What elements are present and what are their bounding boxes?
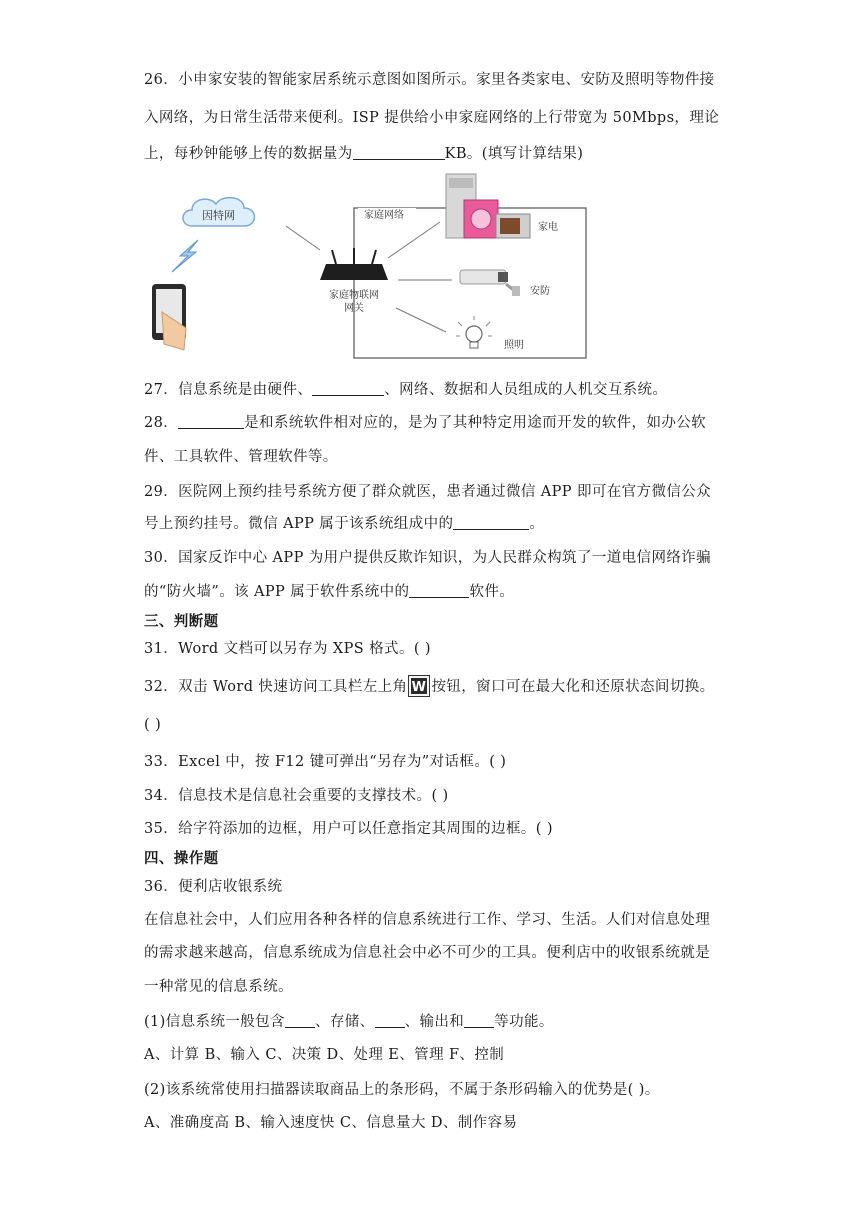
appliance-icon (446, 174, 530, 238)
security-label: 安防 (530, 286, 550, 297)
gateway-label-1: 家庭物联网 (329, 290, 379, 301)
lightning-icon (172, 240, 198, 272)
word-icon (408, 675, 430, 697)
q32-pre: 32．双击 Word 快速访问工具栏左上角 (144, 679, 408, 695)
q30-line2 (144, 580, 514, 601)
q36-para-line3: 一种常见的信息系统。 (144, 979, 293, 995)
q26-line3 (144, 142, 583, 163)
q30-post: 软件。 (469, 584, 515, 600)
q36-title: 36．便利店收银系统 (144, 879, 283, 895)
q34: 34．信息技术是信息社会重要的支撑技术。( ) (144, 788, 449, 804)
section-title-operation: 四、操作题 (144, 850, 219, 867)
q27-post: 、网络、数据和人员组成的人机交互系统。 (384, 382, 668, 398)
q36-options2: A、准确度高 B、输入速度快 C、信息量大 D、制作容易 (144, 1115, 518, 1131)
q36-sub1-c: 、输出和 (404, 1014, 465, 1030)
q32-post: 按钮，窗口可在最大化和还原状态间切换。 (431, 679, 715, 695)
q36-sub1-a: (1)信息系统一般包含 (144, 1014, 285, 1030)
q36-para-line1: 在信息社会中，人们应用各种各样的信息系统进行工作、学习、生活。人们对信息处理 (144, 912, 711, 928)
router-icon (320, 248, 388, 280)
answer-blank[interactable] (453, 515, 529, 530)
q36-sub1-b: 、存储、 (314, 1014, 375, 1030)
answer-blank[interactable] (312, 381, 384, 396)
q27-pre: 27．信息系统是由硬件、 (144, 382, 313, 398)
q31: 31．Word 文档可以另存为 XPS 格式。( ) (144, 641, 431, 657)
camera-icon (460, 270, 520, 296)
q35: 35．给字符添加的边框，用户可以任意指定其周围的边框。( ) (144, 821, 553, 837)
q28-line2: 件、工具软件、管理软件等。 (144, 449, 338, 465)
q26-line3-pre: 上，每秒钟能够上传的数据量为 (144, 146, 353, 162)
q28-line1 (144, 411, 706, 432)
appliance-label: 家电 (538, 222, 558, 233)
q27 (144, 378, 667, 399)
q28-post: 是和系统软件相对应的，是为了其种特定用途而开发的软件，如办公软 (244, 415, 707, 431)
q26-line2: 入网络，为日常生活带来便利。ISP 提供给小申家庭网络的上行带宽为 50Mbps，理论 (144, 110, 720, 126)
q30-line1: 30．国家反诈中心 APP 为用户提供反欺诈知识，为人民群众构筑了一道电信网络诈骗 (144, 550, 712, 566)
internet-label: 因特网 (202, 209, 235, 222)
q36-sub2: (2)该系统常使用扫描器读取商品上的条形码，不属于条形码输入的优势是( )。 (144, 1082, 660, 1098)
q29-line2 (144, 512, 544, 533)
lighting-label: 照明 (504, 340, 524, 351)
q28-pre: 28． (144, 415, 179, 431)
home-network-label: 家庭网络 (364, 210, 404, 221)
q29-post: 。 (529, 516, 545, 532)
smart-home-diagram (140, 168, 600, 364)
answer-blank[interactable] (178, 414, 244, 429)
section-title-judgement: 三、判断题 (144, 613, 219, 630)
q29-pre: 号上预约挂号。微信 APP 属于该系统组成中的 (144, 516, 454, 532)
q33: 33．Excel 中，按 F12 键可弹出“另存为”对话框。( ) (144, 754, 507, 770)
q29-line1: 29．医院网上预约挂号系统方便了群众就医，患者通过微信 APP 即可在官方微信公众 (144, 484, 712, 500)
q32-line1 (144, 675, 715, 697)
gateway-label-2: 网关 (344, 303, 364, 314)
answer-blank[interactable] (375, 1013, 405, 1028)
q36-para-line2: 的需求越来越高，信息系统成为信息社会中必不可少的工具。便利店中的收银系统就是 (144, 945, 711, 961)
answer-blank[interactable] (464, 1013, 494, 1028)
answer-blank[interactable] (285, 1013, 315, 1028)
q32-line2: ( ) (144, 717, 162, 733)
q36-sub1 (144, 1010, 554, 1031)
light-bulb-icon (456, 316, 492, 348)
q36-sub1-d: 等功能。 (494, 1014, 554, 1030)
answer-blank[interactable] (409, 583, 469, 598)
phone-icon (152, 284, 186, 350)
q26-line1: 26．小申家安装的智能家居系统示意图如图所示。家里各类家电、安防及照明等物件接 (144, 72, 715, 88)
q30-pre: 的“防火墙”。该 APP 属于软件系统中的 (144, 584, 410, 600)
q36-options1: A、计算 B、输入 C、决策 D、处理 E、管理 F、控制 (144, 1047, 505, 1063)
answer-blank[interactable] (353, 145, 445, 160)
svg-text:W: W (412, 680, 427, 695)
q26-line3-post: KB。(填写计算结果) (444, 146, 584, 162)
